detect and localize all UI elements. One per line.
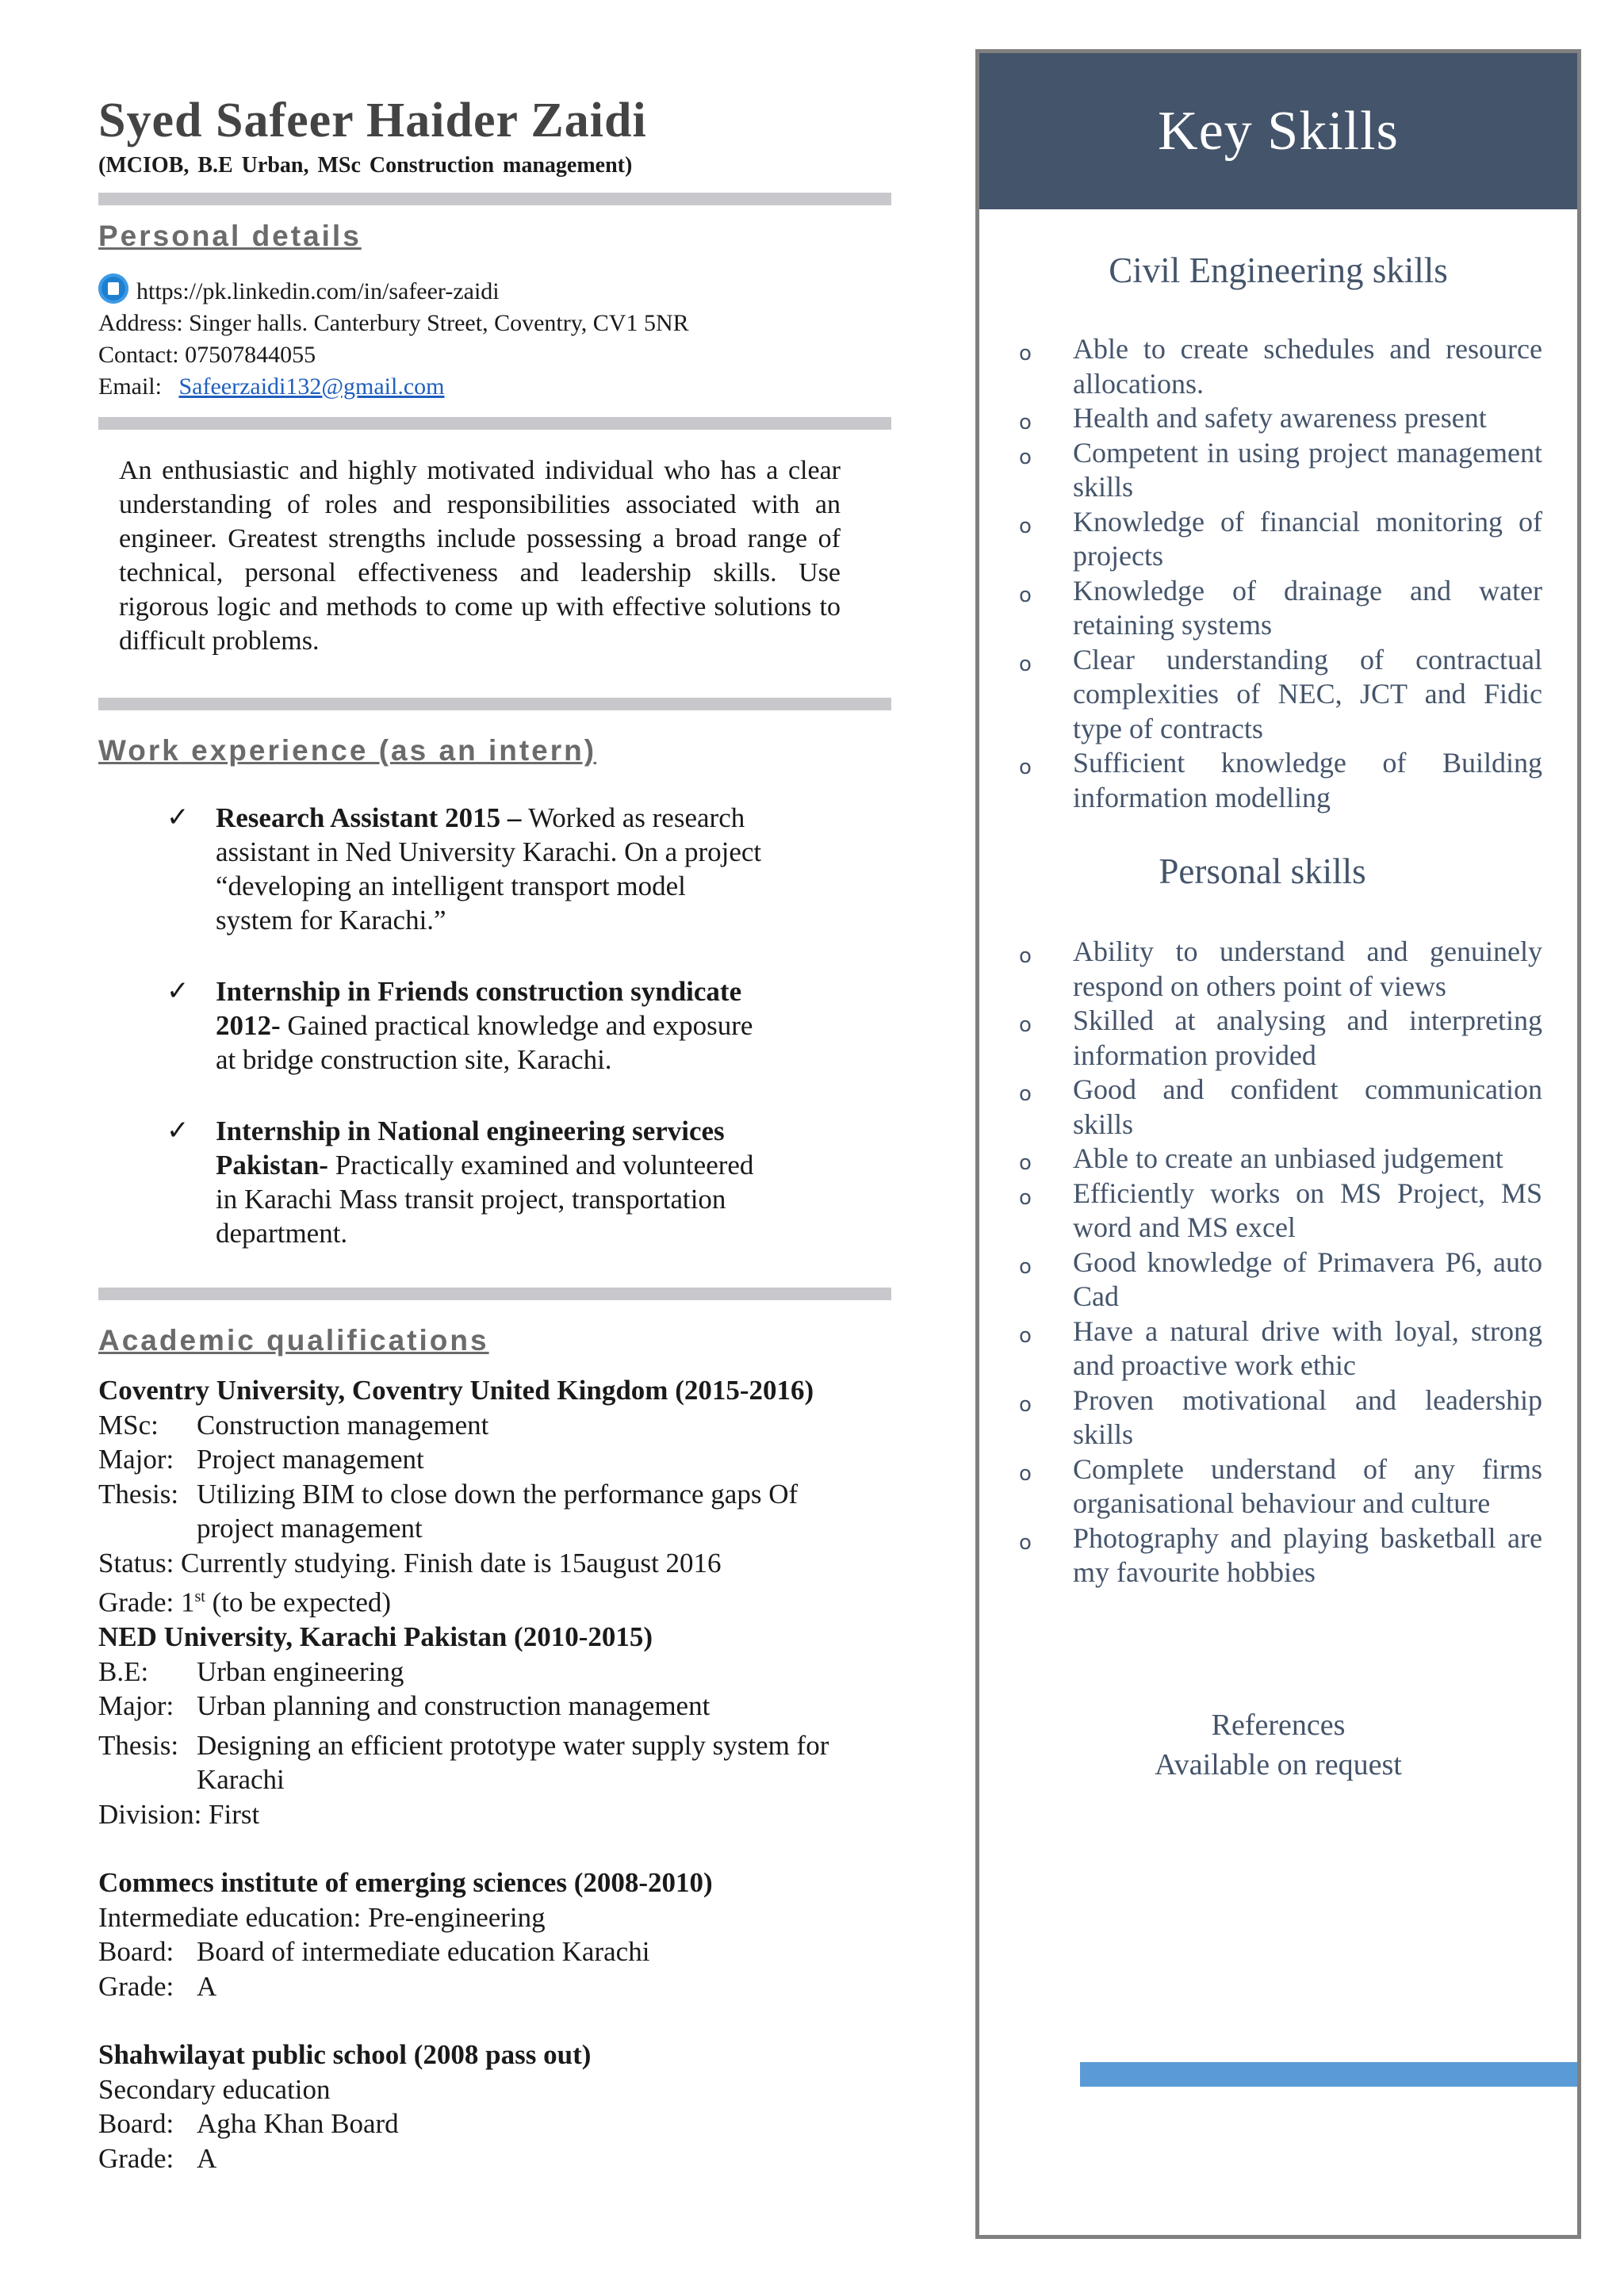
candidate-qualifications: (MCIOB, B.E Urban, MSc Construction management)	[98, 153, 633, 178]
ned-division: Division: First	[98, 1798, 260, 1830]
left-column	[98, 95, 891, 2175]
personal-skills-heading: Personal skills	[1159, 851, 1366, 891]
work-item-title: Internship in Friends construction syndicate 2012-	[216, 976, 742, 1042]
address-line: Address: Singer halls. Canterbury Street, Coventry, CV1 5NR	[98, 310, 689, 337]
checkmark-icon: ✓	[167, 1115, 190, 1147]
work-item-text: Worked as research assistant in Ned University Karachi. On a project “developing an intelligent transport model system for Karachi.”	[216, 802, 762, 936]
work-item-title: Internship in National engineering services Pakistan-	[216, 1115, 725, 1181]
skill-item: o Proven motivational and leadership skills	[1019, 1383, 1542, 1450]
shahwilayat-grade: Grade: A	[98, 2142, 217, 2174]
divider	[98, 698, 891, 710]
divider	[98, 1288, 891, 1300]
work-item	[167, 974, 769, 1077]
skill-item: o Ability to understand and genuinely respond on others point of views	[1019, 936, 1542, 1002]
civil-skills-list	[1019, 332, 1542, 815]
work-experience-list	[167, 801, 769, 1250]
work-item	[167, 1114, 769, 1250]
key-skills-title: Key Skills	[1158, 100, 1399, 162]
divider	[98, 417, 891, 430]
shahwilayat-heading: Shahwilayat public school (2008 pass out)	[98, 2039, 592, 2071]
academic-block	[98, 1373, 891, 2175]
checkmark-icon: ✓	[167, 802, 190, 834]
bullet-icon: o	[1019, 944, 1032, 968]
skill-item: o Good knowledge of Primavera P6, auto Cad	[1019, 1246, 1542, 1312]
skill-item: o Competent in using project management skills	[1019, 436, 1542, 503]
skill-item: o Sufficient knowledge of Building information modelling	[1019, 747, 1542, 813]
coventry-grade: Grade: 1st (to be expected)	[98, 1586, 392, 1618]
key-skills-panel	[975, 49, 1581, 2239]
skill-item: o Good and confident communication skills	[1019, 1073, 1542, 1140]
work-item-title: Research Assistant 2015 –	[216, 802, 529, 834]
skill-item: o Knowledge of financial monitoring of projects	[1019, 505, 1542, 572]
key-skills-header	[979, 53, 1577, 209]
work-experience-title: Work experience (as an intern)	[98, 734, 597, 767]
work-item	[167, 801, 769, 937]
linkedin-line[interactable]	[98, 274, 891, 308]
ned-be: B.E: Urban engineering	[98, 1655, 404, 1687]
contact-line: Contact: 07507844055	[98, 342, 316, 369]
ned-heading: NED University, Karachi Pakistan (2010-2015)	[98, 1621, 653, 1653]
bullet-icon: o	[1019, 1323, 1032, 1348]
email-line	[98, 371, 891, 403]
ned-thesis: Thesis: Designing an efficient prototype water supply system for Karachi	[98, 1729, 829, 1796]
bullet-icon: o	[1019, 1151, 1032, 1175]
ned-major: Major: Urban planning and construction management	[98, 1690, 710, 1722]
personal-skills-list	[1019, 935, 1542, 1590]
skill-item: o Efficiently works on MS Project, MS word and MS excel	[1019, 1177, 1542, 1243]
email-label: Email:	[98, 373, 162, 400]
linkedin-url[interactable]: https://pk.linkedin.com/in/safeer-zaidi	[136, 278, 500, 305]
commecs-heading: Commecs institute of emerging sciences (2008-2010)	[98, 1867, 713, 1899]
bullet-icon: o	[1019, 1530, 1032, 1555]
references-title: References	[1211, 1709, 1346, 1742]
coventry-msc: MSc: Construction management	[98, 1409, 489, 1441]
bullet-icon: o	[1019, 514, 1032, 538]
skill-item: o Photography and playing basketball are my favourite hobbies	[1019, 1521, 1542, 1588]
skill-item: o Complete understand of any firms organisational behaviour and culture	[1019, 1452, 1542, 1519]
bullet-icon: o	[1019, 411, 1032, 434]
commecs-board: Board: Board of intermediate education Karachi	[98, 1936, 650, 1968]
bullet-icon: o	[1019, 583, 1032, 607]
work-item-text: Practically examined and volunteered in Karachi Mass transit project, transportation department.	[216, 1150, 754, 1249]
commecs-line: Intermediate education: Pre-engineering	[98, 1901, 546, 1933]
candidate-name: Syed Safeer Haider Zaidi	[98, 94, 647, 147]
checkmark-icon: ✓	[167, 975, 190, 1008]
skill-item: o Clear understanding of contractual complexities of NEC, JCT and Fidic type of contracts	[1019, 643, 1542, 744]
bullet-icon: o	[1019, 342, 1032, 365]
coventry-heading: Coventry University, Coventry United Kingdom (2015-2016)	[98, 1375, 814, 1406]
accent-bar	[1080, 2062, 1577, 2087]
personal-details-title: Personal details	[98, 220, 362, 253]
skill-item: o Able to create an unbiased judgement	[1019, 1142, 1542, 1177]
shahwilayat-line: Secondary education	[98, 2073, 331, 2105]
coventry-status: Status: Currently studying. Finish date is 15august 2016	[98, 1547, 722, 1578]
skill-item: o Knowledge of drainage and water retaining systems	[1019, 574, 1542, 641]
profile-summary: An enthusiastic and highly motivated individual who has a clear understanding of roles and responsibilities associated with an engineer. Greatest strengths include possessing a broad range of technical, personal effectiveness and leadership skills. Use rigorous logic and methods to come up with effective solutions to difficult problems.	[119, 456, 841, 656]
references-note: Available on request	[1155, 1748, 1402, 1781]
bullet-icon: o	[1019, 1254, 1032, 1279]
skill-item: o Skilled at analysing and interpreting information provided	[1019, 1004, 1542, 1071]
academic-title: Academic qualifications	[98, 1324, 489, 1357]
bullet-icon: o	[1019, 652, 1032, 676]
work-item-text: Gained practical knowledge and exposure at bridge construction site, Karachi.	[216, 1010, 753, 1076]
bullet-icon: o	[1019, 1185, 1032, 1210]
skill-item: o Health and safety awareness present	[1019, 401, 1542, 436]
shahwilayat-board: Board: Agha Khan Board	[98, 2108, 399, 2140]
skill-item: o Have a natural drive with loyal, strong and proactive work ethic	[1019, 1314, 1542, 1381]
divider	[98, 193, 891, 205]
coventry-major: Major: Project management	[98, 1444, 424, 1475]
bullet-icon: o	[1019, 1013, 1032, 1037]
bullet-icon: o	[1019, 1461, 1032, 1486]
skill-item: o Able to create schedules and resource allocations.	[1019, 333, 1542, 400]
references-block	[979, 1705, 1577, 1785]
civil-skills-heading: Civil Engineering skills	[1109, 251, 1448, 290]
linkedin-icon	[98, 274, 128, 304]
commecs-grade: Grade: A	[98, 1970, 217, 2002]
bullet-icon: o	[1019, 756, 1032, 779]
email-link[interactable]: Safeerzaidi132@gmail.com	[178, 373, 445, 400]
bullet-icon: o	[1019, 1082, 1032, 1106]
bullet-icon: o	[1019, 1392, 1032, 1417]
contact-block	[98, 274, 891, 403]
bullet-icon: o	[1019, 445, 1032, 469]
coventry-thesis: Thesis: Utilizing BIM to close down the performance gaps Of project management	[98, 1478, 799, 1544]
